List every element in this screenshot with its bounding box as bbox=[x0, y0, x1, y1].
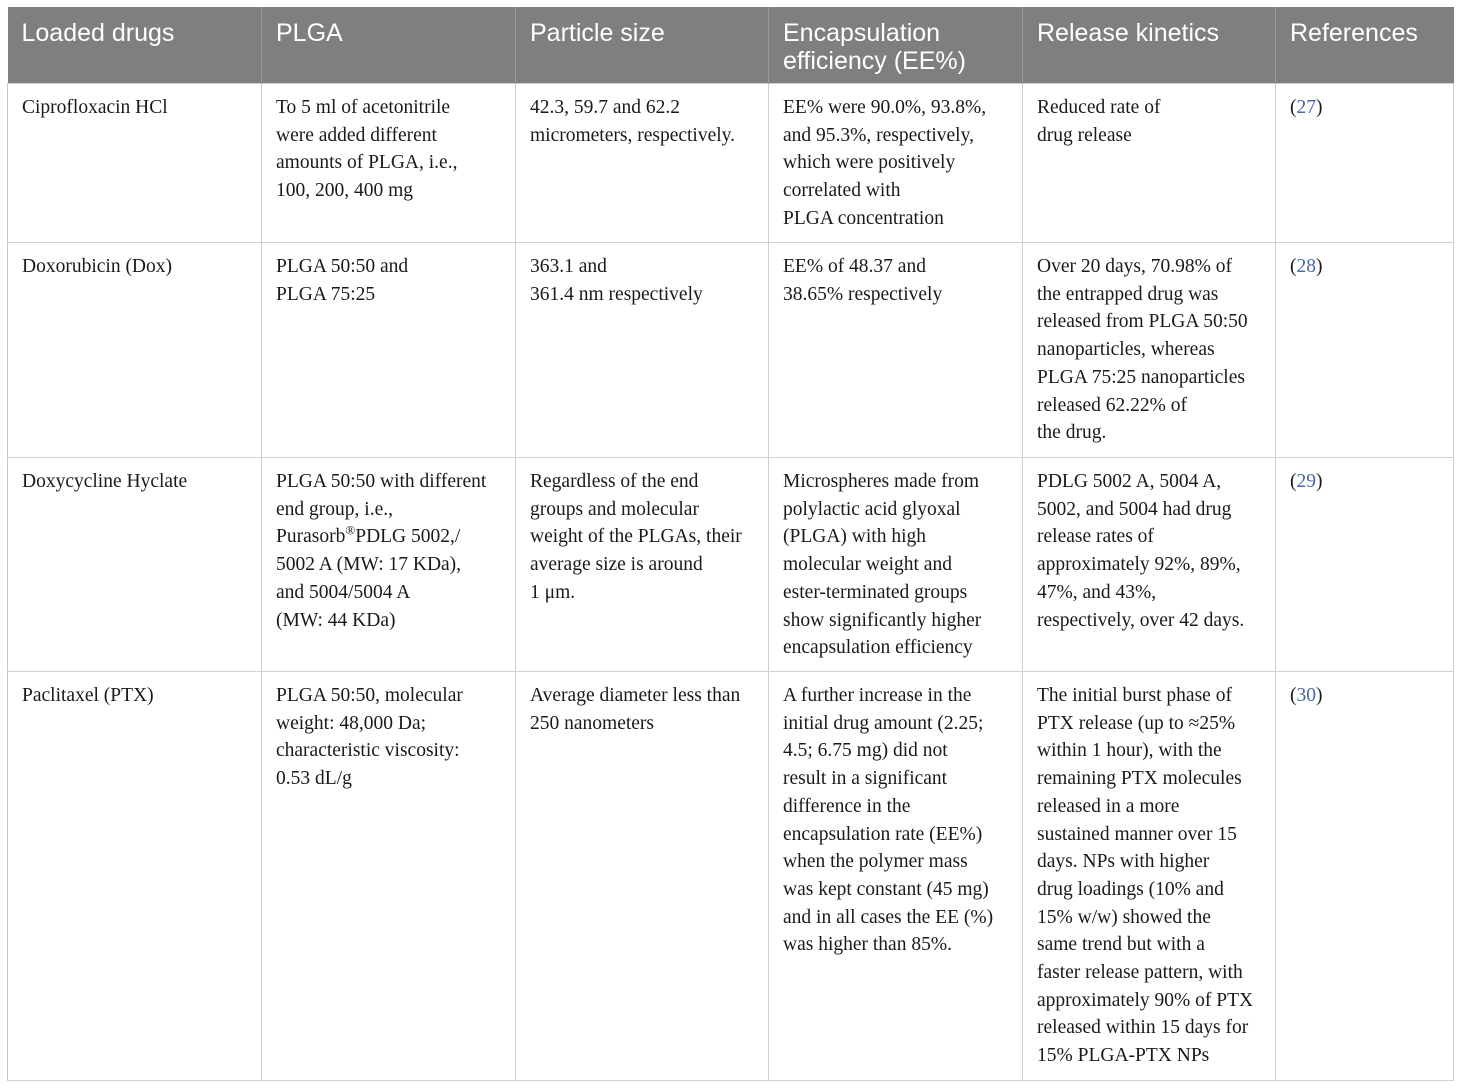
reference-link[interactable]: 30 bbox=[1296, 685, 1316, 706]
cell-encapsulation: EE% were 90.0%, 93.8%, and 95.3%, respectively, which were positively correlated with PLGA concentration bbox=[769, 84, 1023, 243]
header-plga: PLGA bbox=[262, 7, 516, 84]
plga-drug-table bbox=[7, 7, 1454, 1081]
header-release-kinetics: Release kinetics bbox=[1023, 7, 1276, 84]
cell-drug: Doxorubicin (Dox) bbox=[8, 243, 262, 458]
table-row bbox=[8, 458, 1454, 672]
cell-reference: (28) bbox=[1276, 243, 1454, 458]
cell-release: Reduced rate of drug release bbox=[1023, 84, 1276, 243]
cell-particle-size: 363.1 and 361.4 nm respectively bbox=[516, 243, 769, 458]
cell-release: The initial burst phase of PTX release (up to ≈25% within 1 hour), with the remaining PTX molecules released in a more sustained manner over 15 days. NPs with higher drug loadings (10% and 15% w/w) showed the same trend but with a faster release pattern, with approximately 90% of PTX released within 15 days for 15% PLGA-PTX NPs bbox=[1023, 672, 1276, 1081]
drug-table-container bbox=[7, 7, 1453, 1081]
cell-encapsulation: EE% of 48.37 and 38.65% respectively bbox=[769, 243, 1023, 458]
table-row bbox=[8, 243, 1454, 458]
header-particle-size: Particle size bbox=[516, 7, 769, 84]
cell-drug: Ciprofloxacin HCl bbox=[8, 84, 262, 243]
reference-link[interactable]: 29 bbox=[1296, 471, 1316, 492]
table-row bbox=[8, 672, 1454, 1081]
cell-reference: (29) bbox=[1276, 458, 1454, 672]
cell-particle-size: Average diameter less than 250 nanometers bbox=[516, 672, 769, 1081]
cell-reference: (30) bbox=[1276, 672, 1454, 1081]
cell-particle-size: Regardless of the end groups and molecular weight of the PLGAs, their average size is around 1 μm. bbox=[516, 458, 769, 672]
header-encapsulation-efficiency: Encapsulation efficiency (EE%) bbox=[769, 7, 1023, 84]
cell-plga: PLGA 50:50 and PLGA 75:25 bbox=[262, 243, 516, 458]
table-row bbox=[8, 84, 1454, 243]
cell-drug: Paclitaxel (PTX) bbox=[8, 672, 262, 1081]
cell-encapsulation: Microspheres made from polylactic acid glyoxal (PLGA) with high molecular weight and ester-terminated groups show significantly higher encapsulation efficiency bbox=[769, 458, 1023, 672]
reference-link[interactable]: 28 bbox=[1296, 256, 1316, 277]
reference-link[interactable]: 27 bbox=[1296, 97, 1316, 118]
cell-particle-size: 42.3, 59.7 and 62.2 micrometers, respectively. bbox=[516, 84, 769, 243]
header-row bbox=[8, 7, 1454, 84]
header-loaded-drugs: Loaded drugs bbox=[8, 7, 262, 84]
cell-release: Over 20 days, 70.98% of the entrapped drug was released from PLGA 50:50 nanoparticles, whereas PLGA 75:25 nanoparticles released 62.22% of the drug. bbox=[1023, 243, 1276, 458]
header-references: References bbox=[1276, 7, 1454, 84]
cell-reference: (27) bbox=[1276, 84, 1454, 243]
cell-plga: PLGA 50:50 with different end group, i.e., Purasorb®PDLG 5002,/ 5002 A (MW: 17 KDa), and 5004/5004 A (MW: 44 KDa) bbox=[262, 458, 516, 672]
cell-encapsulation: A further increase in the initial drug amount (2.25; 4.5; 6.75 mg) did not result in a significant difference in the encapsulation rate (EE%) when the polymer mass was kept constant (45 mg) and in all cases the EE (%) was higher than 85%. bbox=[769, 672, 1023, 1081]
cell-release: PDLG 5002 A, 5004 A, 5002, and 5004 had drug release rates of approximately 92%, 89%, 47%, and 43%, respectively, over 42 days. bbox=[1023, 458, 1276, 672]
cell-plga: PLGA 50:50, molecular weight: 48,000 Da; characteristic viscosity: 0.53 dL/g bbox=[262, 672, 516, 1081]
cell-plga: To 5 ml of acetonitrile were added different amounts of PLGA, i.e., 100, 200, 400 mg bbox=[262, 84, 516, 243]
cell-drug: Doxycycline Hyclate bbox=[8, 458, 262, 672]
